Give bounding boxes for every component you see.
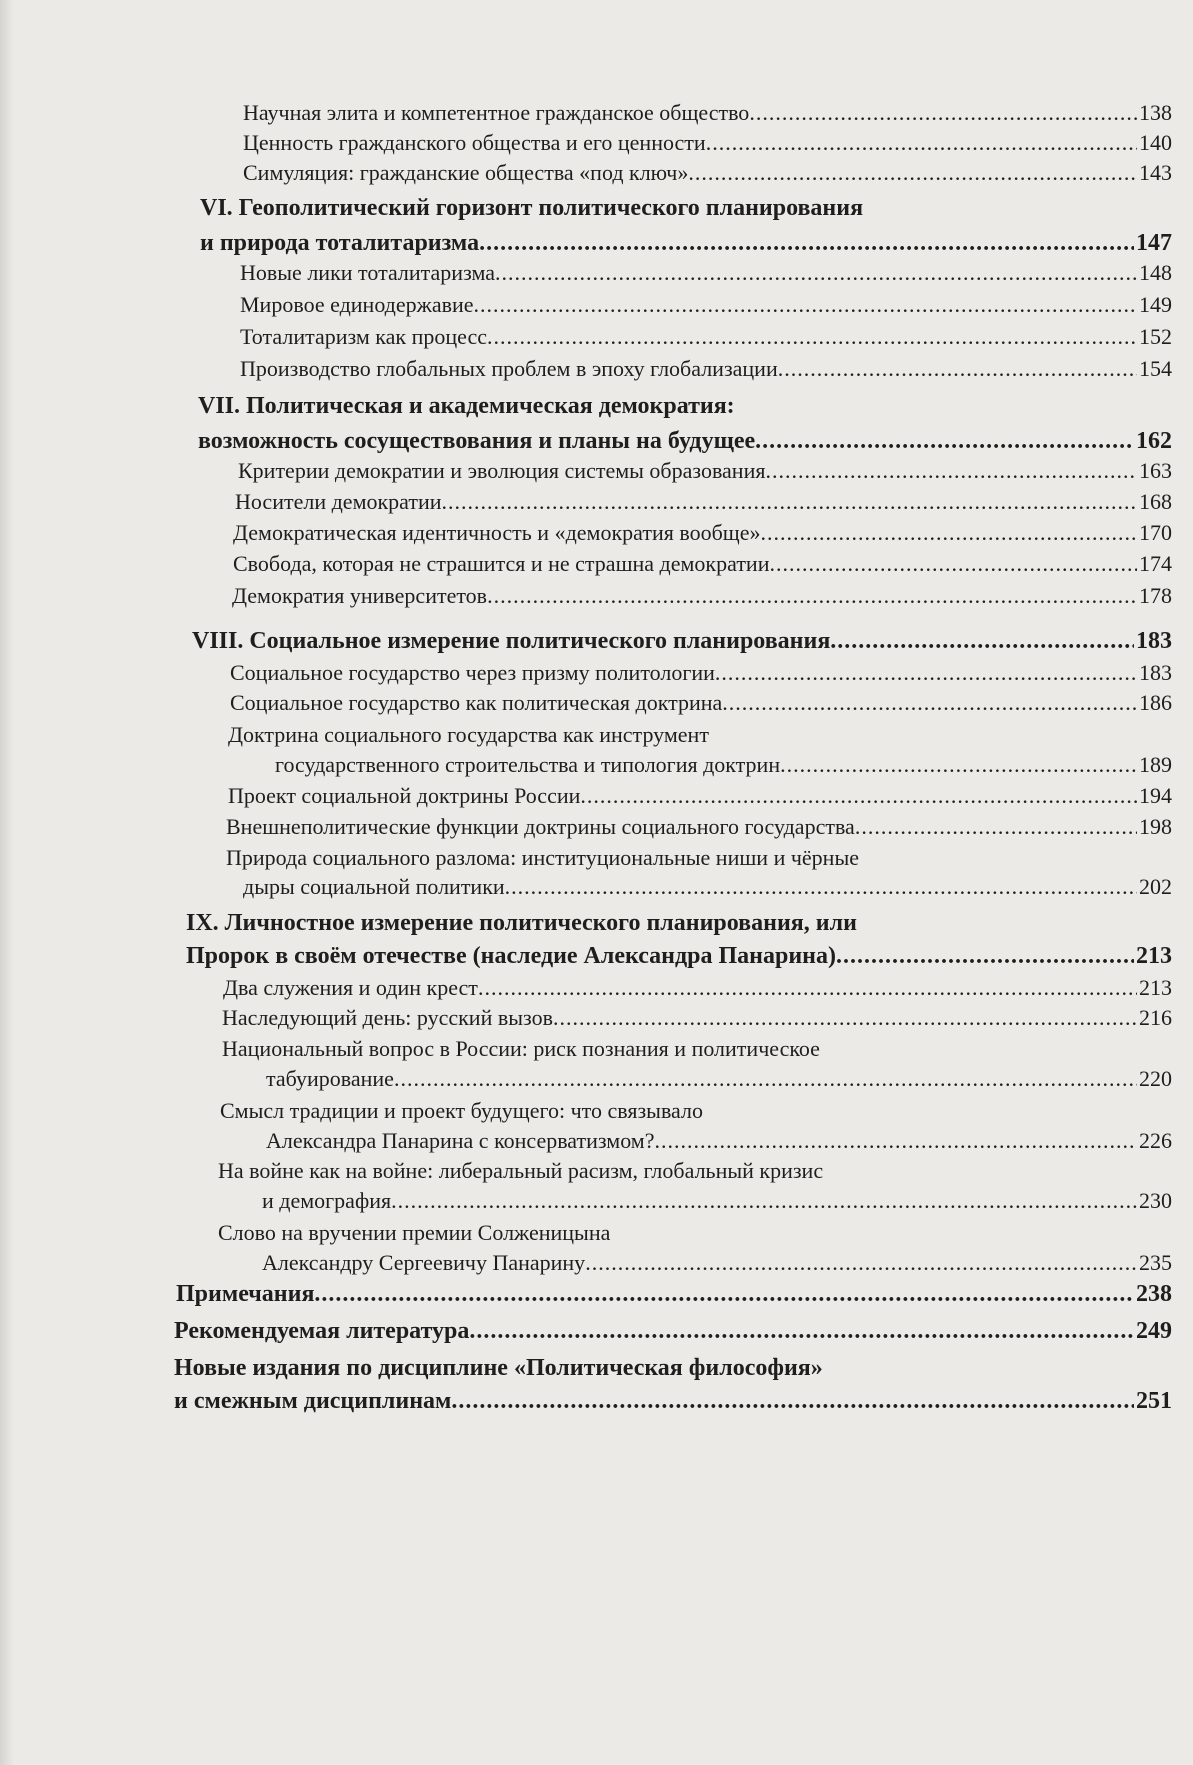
dot-leader xyxy=(585,1250,1137,1276)
dot-leader xyxy=(487,583,1137,609)
dot-leader xyxy=(314,1281,1134,1308)
toc-entry[interactable] xyxy=(226,814,1172,840)
toc-page-number: 235 xyxy=(1139,1250,1172,1275)
dot-leader xyxy=(780,752,1137,778)
toc-entry-title: и природа тоталитаризма xyxy=(200,230,480,256)
toc-page-number: 178 xyxy=(1139,583,1172,608)
toc-page-number: 168 xyxy=(1139,489,1172,514)
toc-entry-title: Внешнеполитические функции доктрины социального государства xyxy=(226,814,855,839)
dot-leader xyxy=(391,1188,1137,1214)
toc-page-number: 143 xyxy=(1139,160,1172,185)
toc-entry-title: Симуляция: гражданские общества «под ключ» xyxy=(243,160,689,185)
toc-page-number: 138 xyxy=(1139,100,1172,125)
toc-page-number: 186 xyxy=(1139,690,1172,715)
toc-entry[interactable] xyxy=(233,520,1172,546)
toc-page-number: 249 xyxy=(1136,1318,1172,1344)
toc-entry-title: Социальное государство как политическая доктрина xyxy=(230,690,723,715)
toc-entry[interactable] xyxy=(230,690,1172,716)
dot-leader xyxy=(715,660,1137,686)
dot-leader xyxy=(778,356,1137,382)
toc-entry-title: Александру Сергеевичу Панарину xyxy=(262,1250,586,1275)
dot-leader xyxy=(722,690,1137,716)
toc-entry-title: Критерии демократии и эволюция системы образования xyxy=(238,458,766,483)
toc-entry[interactable] xyxy=(232,583,1172,609)
toc-entry[interactable] xyxy=(243,130,1172,156)
toc-entry[interactable] xyxy=(240,292,1172,318)
toc-entry-title: Новые лики тоталитаризма xyxy=(240,260,495,285)
dot-leader xyxy=(394,1066,1137,1092)
toc-heading[interactable] xyxy=(198,428,1172,455)
toc-page-number: 154 xyxy=(1139,356,1172,381)
toc-page-number: 251 xyxy=(1136,1388,1172,1414)
toc-page-number: 170 xyxy=(1139,520,1172,545)
toc-entry-title: Проект социальной доктрины России xyxy=(228,783,581,808)
toc-entry-title: Научная элита и компетентное гражданское общество xyxy=(243,100,750,125)
toc-entry[interactable] xyxy=(240,260,1172,286)
toc-page-number: 213 xyxy=(1136,943,1172,969)
toc-entry-line: Доктрина социального государства как инструмент xyxy=(228,722,709,747)
toc-entry-title: Пророк в своём отечестве (наследие Александра Панарина) xyxy=(186,943,836,969)
toc-entry[interactable] xyxy=(266,1066,1172,1092)
toc-entry[interactable] xyxy=(243,874,1172,900)
page-gutter-shadow xyxy=(0,0,14,1765)
toc-page-number: 183 xyxy=(1136,628,1172,654)
toc-page-number: 162 xyxy=(1136,428,1172,454)
toc-heading-line: Новые издания по дисциплине «Политическая философия» xyxy=(174,1355,823,1381)
toc-entry-title: дыры социальной политики xyxy=(243,874,505,899)
toc-entry-title: Два служения и один крест xyxy=(223,975,478,1000)
dot-leader xyxy=(830,628,1134,655)
toc-page-number: 174 xyxy=(1139,551,1172,576)
toc-entry-title: государственного строительства и типология доктрин xyxy=(275,752,781,777)
dot-leader xyxy=(765,458,1137,484)
toc-entry[interactable] xyxy=(223,975,1172,1001)
toc-page-number: 226 xyxy=(1139,1128,1172,1153)
toc-entry[interactable] xyxy=(233,551,1172,577)
toc-entry-title: VIII. Социальное измерение политического планирования xyxy=(192,628,831,654)
dot-leader xyxy=(706,130,1137,156)
toc-entry-title: Примечания xyxy=(176,1281,315,1307)
toc-page-number: 216 xyxy=(1139,1005,1172,1030)
toc-page-number: 147 xyxy=(1136,230,1172,256)
dot-leader xyxy=(479,230,1134,257)
toc-heading-line: VII. Политическая и академическая демократия: xyxy=(198,393,735,419)
toc-page-number: 194 xyxy=(1139,783,1172,808)
toc-entry[interactable] xyxy=(243,160,1172,186)
toc-entry-title: Демократия университетов xyxy=(232,583,488,608)
toc-heading-line: IX. Личностное измерение политического планирования, или xyxy=(186,910,857,936)
toc-page-number: 189 xyxy=(1139,752,1172,777)
dot-leader xyxy=(769,551,1137,577)
toc-entry[interactable] xyxy=(235,489,1172,515)
dot-leader xyxy=(836,943,1134,970)
dot-leader xyxy=(478,975,1137,1001)
toc-entry-title: Мировое единодержавие xyxy=(240,292,474,317)
toc-page-number: 198 xyxy=(1139,814,1172,839)
dot-leader xyxy=(688,160,1137,186)
toc-page-number: 230 xyxy=(1139,1188,1172,1213)
toc-entry-title: Ценность гражданского общества и его ценности xyxy=(243,130,706,155)
toc-page-number: 149 xyxy=(1139,292,1172,317)
toc-page-number: 140 xyxy=(1139,130,1172,155)
toc-entry[interactable] xyxy=(262,1250,1172,1276)
dot-leader xyxy=(469,1318,1134,1345)
toc-entry-title: табуирование xyxy=(266,1066,394,1091)
dot-leader xyxy=(553,1005,1137,1031)
toc-heading[interactable] xyxy=(174,1388,1172,1415)
toc-entry[interactable] xyxy=(240,356,1172,382)
toc-page-number: 163 xyxy=(1139,458,1172,483)
dot-leader xyxy=(451,1388,1134,1415)
toc-entry-line: Смысл традиции и проект будущего: что связывало xyxy=(220,1098,703,1123)
toc-heading[interactable] xyxy=(186,943,1172,970)
toc-entry-title: Производство глобальных проблем в эпоху глобализации xyxy=(240,356,778,381)
toc-entry[interactable] xyxy=(243,100,1172,126)
toc-entry-line: Национальный вопрос в России: риск познания и политическое xyxy=(222,1036,820,1061)
toc-heading[interactable] xyxy=(192,628,1172,655)
dot-leader xyxy=(749,100,1137,126)
toc-heading[interactable] xyxy=(176,1281,1172,1308)
toc-entry[interactable] xyxy=(222,1005,1172,1031)
toc-page-number: 148 xyxy=(1139,260,1172,285)
toc-entry[interactable] xyxy=(275,752,1172,778)
toc-entry[interactable] xyxy=(230,660,1172,686)
toc-entry[interactable] xyxy=(238,458,1172,484)
toc-page-number: 152 xyxy=(1139,324,1172,349)
toc-entry-title: Социальное государство через призму политологии xyxy=(230,660,715,685)
toc-page-number: 183 xyxy=(1139,660,1172,685)
toc-entry-title: возможность сосуществования и планы на будущее xyxy=(198,428,756,454)
toc-page-number: 238 xyxy=(1136,1281,1172,1307)
toc-entry-title: и смежным дисциплинам xyxy=(174,1388,452,1414)
toc-heading[interactable] xyxy=(174,1318,1172,1345)
toc-heading[interactable] xyxy=(200,230,1172,257)
toc-entry[interactable] xyxy=(266,1128,1172,1154)
toc-entry[interactable] xyxy=(262,1188,1172,1214)
dot-leader xyxy=(495,260,1137,286)
toc-entry-title: Александра Панарина с консерватизмом? xyxy=(266,1128,655,1153)
toc-page-number: 220 xyxy=(1139,1066,1172,1091)
dot-leader xyxy=(487,324,1137,350)
toc-entry-line: Природа социального разлома: институциональные ниши и чёрные xyxy=(226,845,859,870)
dot-leader xyxy=(755,428,1134,455)
dot-leader xyxy=(474,292,1137,318)
dot-leader xyxy=(580,783,1137,809)
toc-page-number: 213 xyxy=(1139,975,1172,1000)
toc-entry[interactable] xyxy=(240,324,1172,350)
toc-heading-line: VI. Геополитический горизонт политического планирования xyxy=(200,195,864,221)
toc-entry-line: Слово на вручении премии Солженицына xyxy=(218,1220,611,1245)
dot-leader xyxy=(760,520,1137,546)
toc-entry-title: Рекомендуемая литература xyxy=(174,1318,470,1344)
toc-entry-title: Демократическая идентичность и «демократия вообще» xyxy=(233,520,761,545)
dot-leader xyxy=(442,489,1137,515)
dot-leader xyxy=(505,874,1137,900)
toc-entry-title: Свобода, которая не страшится и не страшна демократии xyxy=(233,551,770,576)
toc-entry-title: Носители демократии xyxy=(235,489,442,514)
toc-entry-line: На войне как на войне: либеральный расизм, глобальный кризис xyxy=(218,1158,824,1183)
dot-leader xyxy=(654,1128,1137,1154)
toc-page-number: 202 xyxy=(1139,874,1172,899)
toc-entry-title: и демография xyxy=(262,1188,392,1213)
dot-leader xyxy=(855,814,1137,840)
toc-entry[interactable] xyxy=(228,783,1172,809)
toc-entry-title: Тоталитаризм как процесс xyxy=(240,324,488,349)
toc-entry-title: Наследующий день: русский вызов xyxy=(222,1005,553,1030)
